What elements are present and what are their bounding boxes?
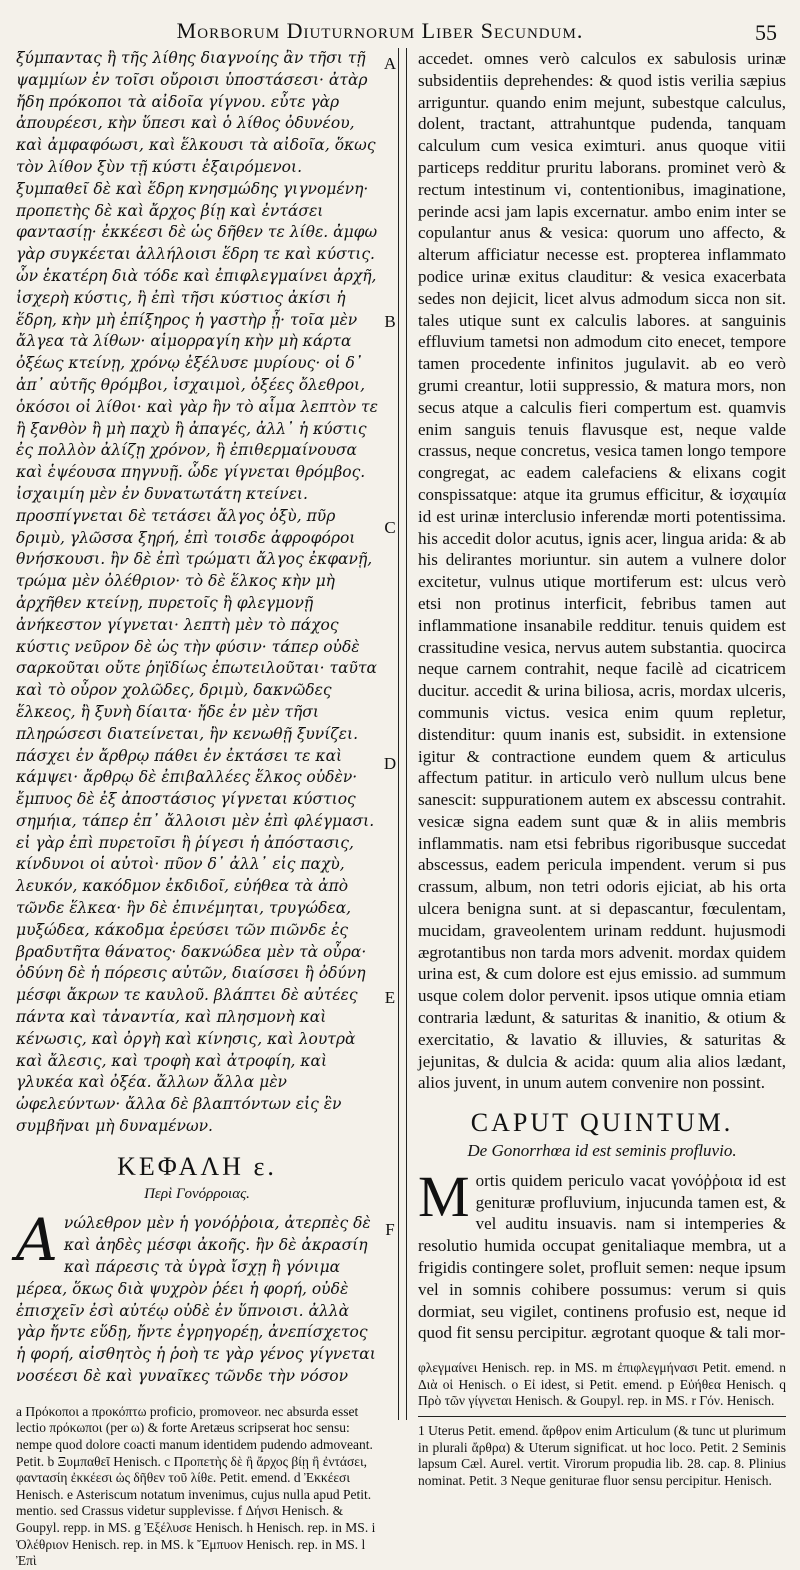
column-divider-right: [406, 48, 407, 1420]
latin-column: [418, 48, 786, 1488]
latin-chapter-text: ortis quidem periculo vacat γονόῤῥοια id est genituræ profluvium, injucunda tamen est, & vel auditu insuavis. nam si intemperies & resolutio humida occupat genitaliaque membra, ut a frigidis contingere solet, profluit semen: neque ipsum vel in somnis cohibere possumus: verum si quis dormiat, seu vigilet, continens profusio est, neque id quod fit sensu percipitur. ægrotant quoque & tali mor-: [418, 1170, 786, 1343]
greek-column: [16, 48, 378, 1569]
margin-letters: [375, 48, 405, 1420]
margin-letter-f: F: [385, 1220, 395, 1239]
margin-letter-a: A: [383, 54, 397, 73]
footnote-rule: [418, 1416, 786, 1417]
greek-footnotes: a Πρόκοποι a προκόπτω proficio, promoveor. nec absurda esset lectio πρόκωποι (per ω) & forte Aretæus scripserat hoc sensu: nempe quod dolore coacti manum identidem pudendo admoveant. Petit. b Ξυμπαθεῖ Henisch. c Προπετὴς δὲ ἢ ἄρχος βίῃ ἢ ἐντάσει, φαντασίη ἐκκέεσι ὡς δῆθεν τοῦ λίθε. Petit. emend. d Ἐκκέεσι Henisch. e Asteriscum notatum invenimus, cujus nulla apud Petit. mentio. sed Crassus videtur supplevisse. f Δήνσι Henisch. & Goupyl. repp. in MS. g Ἐξέλυσε Henisch. h Henisch. rep. in MS. i Ὀλέθριον Henisch. rep. in MS. k Ἔμπυον Henisch. rep. in MS. l Ἐπὶ: [16, 1403, 376, 1569]
running-title: Morborum Diuturnorum Liber Secundum.: [176, 18, 584, 43]
margin-letter-d: D: [383, 754, 397, 773]
latin-dropcap: M: [418, 1163, 470, 1229]
margin-letter-e: E: [384, 988, 396, 1007]
page-number: 55: [755, 20, 777, 45]
margin-letter-b: B: [384, 312, 396, 331]
latin-chapter-text-block: [418, 1163, 786, 1344]
latin-footnotes-numbered: 1 Uterus Petit. emend. ἄρθρον enim Articulum (& tunc ut plurimum in plurali ἄρθρα) & Uterum significat. ut hoc loco. Petit. 2 Seminis lapsum Cæl. Aurel. vertit. Virorum propudia lib. 28. cap. 8. Plinius nominat. Petit. 3 Neque geniturae fluor sensu percipitur. Henisch.: [418, 1423, 786, 1488]
latin-chapter-heading: CAPUT QUINTUM.: [470, 1108, 734, 1138]
greek-dropcap: Α: [16, 1206, 58, 1275]
latin-chapter-subheading: De Gonorrhœa id est seminis profluvio.: [467, 1141, 737, 1161]
latin-footnotes: φλεγμαίνει Henisch. rep. in MS. m ἐπιφλεγμήνασι Petit. emend. n Διὰ οἱ Henisch. o Εἰ idest, si Petit. emend. p Εὐήθεα Henisch. q Πρὸ τῶν γίγνεται Henisch. & Goupyl. rep. in MS. r Γόν. Henisch.: [418, 1360, 786, 1409]
greek-chapter-subheading: Περὶ Γονόρροιας.: [144, 1185, 250, 1202]
latin-main-text: accedet. omnes verò calculos ex sabulosis urinæ subsidentiis deprehendes: & quod istis verilia sæpius arriguntur. quando enim mejunt, subestque calculus, dolent, tractant, attrahuntque pudenda, tanquam calculum cum vesica eximturi. anus quoque vitii particeps redditur pruritu laborans. prominet verò & rectum intestinum vi, contentionibus, imaginatione, perinde acsi jam lapis excernatur. ambo enim inter se copulantur anus & vesica: quorum uno affecto, & alterum afficiatur necesse est. propterea inflammato podice urinæ exitus clauditur: & vesica exacerbata sedes non dejicit, licet alvus admodum sicca non sit. tales utique sunt ex calculis labores. at sanguinis effluvium tametsi non admodum cito enecet, tempore tamen procedente infinitos jugulavit. ab eo verò grumi creantur, lotii suppressio, & matura mors, non secus atque a calculis fieri compertum est. quamvis enim sanguis tenuis flavusque est, neque valde crassus, neque concretus, vesica tamen longo tempore congregat, ac eadem calefaciens & elixans cogit conspissatque: atque ita grumus efficitur, & ἰσχαιμία id est urinæ interclusio inferendæ morti potentissima. his accedit dolor acutus, ignis acer, lingua arida: & ab his delirantes moriuntur. sin autem a vulnere dolor excitetur, vulnus utique mortiferum est: ulcus verò etsi non protinus interficit, febribus tamen aut inflammatione insanabile redditur. tenuis quidem est crassitudine vesica, nervus autem substantia. quocirca neque carnem contrahit, neque facilè ad cicatricem ducitur. accedit & urina biliosa, acris, mordax ulceris, communis victus. vesica enim quum repletur, distenditur: quum inanis est, subsidit. in extensione igitur & contractione eundem quem & articulus affectum patitur. in articulo verò nullum ulcus bene sanescit: suppurationem autem ex abscessu contrahit. vesicæ signa eadem sunt quæ & in aliis membris inflammatis. nam etsi febribus rigoribusque succedat abscessus, eadem pericula impendent. verum si pus crassum, album, non tetri odoris ejiciat, ab his orta ulcera benigna sunt. at si depascantur, fœculentam, mucidam, graveolentem urinam reddunt. hujusmodi ægrotantibus non tarda mors advenit. mordax quidem urina est, & cum dolore est ejus emissio. ad summum usque colem dolor pervenit. ipsos utique omnia etiam contraria lædunt, & saturitas & inanitio, & otium & exercitatio, & lavatio & illuvies, & saturitas & jejunitas, & dulcia & acida: quum alia alios lædant, alios juvent, in unum autem convenire non possint.: [418, 49, 786, 1093]
greek-main-text: ξύμπαντας ἢ τῆς λίθης διαγνοίης ἂν τῆσι τῇ ψαμμίων ἐν τοῖσι οὔροισι ὑποστάσεσι· ἀτὰρ ἤδη πρόκοποι τὰ αἰδοῖα γίγνου. εὖτε γὰρ ἀπουρέεσι, κὴν ὕπεσι καὶ ὁ λίθος ὀδυνέου, καὶ ἀμφαφόωσι, καὶ ἕλκουσι τὰ αἰδοῖα, ὅκως τὸν λίθον ξὺν τῇ κύστι ἐξαιρόμενοι. ξυμπαθεῖ δὲ καὶ ἕδρη κνησμώδης γιγνομένη· προπετὴς δὲ καὶ ἄρχος βίῃ καὶ ἐντάσει φαντασίῃ· ἐκκέεσι δὲ ὡς δῆθεν τε λίθε. ἀμφω γὰρ συγκέεται ἀλλήλοισι ἕδρη τε καὶ κύστις. ὧν ἑκατέρη διὰ τόδε καὶ ἐπιφλεγμαίνει ἀρχῆ, ἰσχερὴ κύστις, ἢ ἐπὶ τῆσι κύστιος ἀκίσι ἡ ἕδρη, κὴν μὴ ἐπίξηρος ἡ γαστὴρ ᾖ· τοῖα μὲν ἄλγεα τὰ λίθων· αἱμορραγίη κὴν μὴ κάρτα ὀξέως κτείνῃ, χρόνῳ ἐξέλυσε μυρίους· οἱ δ᾽ ἀπ᾽ αὐτῆς θρόμβοι, ἰσχαιμοὶ, ὀξέες ὄλεθροι, ὁκόσοι οἱ λίθοι· καὶ γὰρ ἢν τὸ αἷμα λεπτὸν τε ἢ ξανθὸν ἢ μὴ παχὺ ἢ ἀπαγές, ἀλλ᾽ ἡ κύστις ἐς πολλὸν ἀλίζῃ χρόνον, ἢ ἐπιθερμαίνουσα καὶ ἑψέουσα πηγνυῇ. ὧδε γίγνεται θρόμβος. ἰσχαιμίη μὲν ἐν δυνατωτάτη κτείνει. προσπίγνεται δὲ τετάσει ἄλγος ὀξὺ, πῦρ δριμὺ, γλῶσσα ξηρή, ἐπὶ τοισδε ἀφροφόροι θνήσκουσι. ἢν δὲ ἐπὶ τρώματι ἄλγος ἐκφανῇ, τρώμα μὲν ὀλέθριον· τὸ δὲ ἕλκος κὴν μὴ ἀρχῆθεν κτείνῃ, πυρετοῖς ἢ φλεγμονῇ ἀνήκεστον γίγνεται· λεπτὴ μὲν τὸ πάχος κύστις νεῦρον δὲ ὡς τὴν φύσιν· τάπερ οὐδὲ σαρκοῦται οὔτε ῥηϊδίως ἐπωτειλοῦται· ταῦτα καὶ τὸ οὖρον χολῶδες, δριμὺ, δακνῶδες ἕλκεος, ἢ ξυνὴ δίαιτα· ἤδε ἐν μὲν τῆσι πληρώσεσι διατείνεται, ἢν κενωθῇ ξυνίζει. πάσχει ἐν ἄρθρῳ πάθει ἐν ἐκτάσει τε καὶ κάμψει· ἄρθρῳ δὲ ἐπιβαλλέες ἕλκος οὐδὲν· ἔμπυος δὲ ἐξ ἀποστάσιος γίγνεται κύστιος σημήια, τάπερ ἐπ᾽ ἄλλοισι μὲν ἐπὶ φλέγμασι. εἰ γὰρ ἐπὶ πυρετοῖσι ἢ ῥίγεσι ἡ ἀπόστασις, κίνδυνοι οἱ αὐτοὶ· πῦον δ᾽ ἀλλ᾽ εἰς παχὺ, λευκόν, κακόδμον ἐκδιδοῖ, εὐήθεα τὰ ἀπὸ τῶνδε ἕλκεα· ἢν δὲ ἐπινέμηται, τρυγώδεα, μυξώδεα, κάκοδμα ἐρεύσει τῶν πιῶνδε ἐς βραδυτῆτα θάνατος· δακνώδεα μὲν τὰ οὖρα· ὀδύνη δὲ ἡ πόρεσις αὐτῶν, διαίσσει ἢ ὀδύνη μέσφι ἄκρων τε καυλοῦ. βλάπτει δὲ αὐτέες πάντα καὶ τἀναντία, καὶ πλησμονὴ καὶ κένωσις, καὶ ὀργὴ καὶ κίνησις, καὶ λουτρὰ καὶ ἄλεσις, καὶ τροφὴ καὶ ἀτροφίη, καὶ γλυκέα καὶ ὀξέα. ἄλλων ἄλλα μὲν ὠφελεύντων· ἄλλα δὲ βλαπτόντων εἰς ἓν συμβῆναι μὴ δυναμένων.: [16, 49, 378, 1136]
margin-letter-c: C: [384, 518, 396, 537]
greek-chapter-text: νώλεθρον μὲν ἡ γονόῤῥοια, ἀτερπὲς δὲ καὶ ἀηδὲς μέσφι ἀκοῆς. ἢν δὲ ἀκρασίη καὶ πάρεσις τὰ ὑγρὰ ἴσχῃ ἢ γόνιμα μέρεα, ὅκως διὰ ψυχρὸν ῥέει ἡ φορή, οὐδὲ ἐπισχεῖν ἐσὶ αὐτέῳ οὐδὲ ἐν ὕπνοισι. ἀλλὰ γὰρ ἤντε εὕδῃ, ἤντε ἐγρηγορέῃ, ἀνεπίσχετος ἡ φορή, αἰσθητὸς ἡ ῥοὴ τε γὰρ γένος γίγνεται νοσέεσι δὲ καὶ γυναῖκες τῶνδε τὴν νόσον: [16, 1214, 376, 1386]
greek-chapter-text-block: [16, 1206, 378, 1387]
greek-chapter-heading: ΚΕΦΑΛΗ ε.: [117, 1151, 277, 1181]
